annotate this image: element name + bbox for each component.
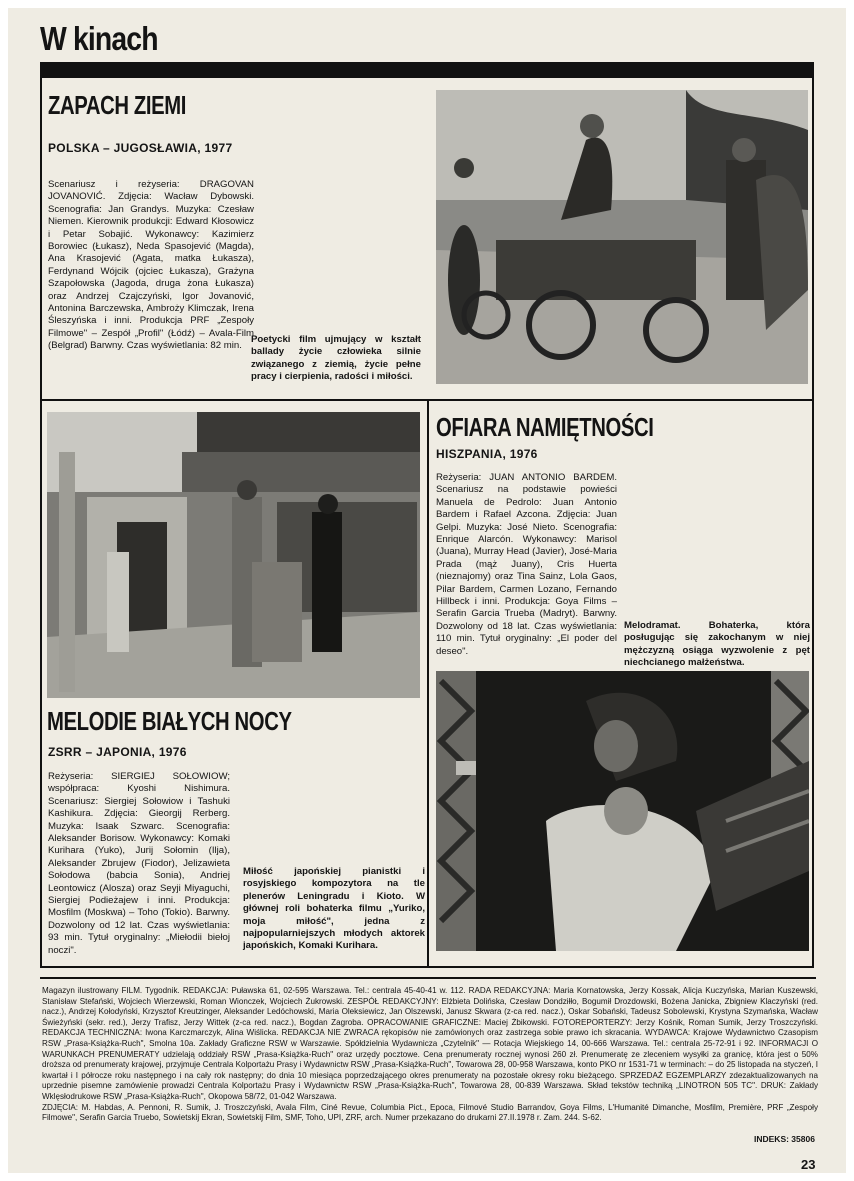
- film-blurb-ofiara: Melodramat. Bohaterka, która posługując się zakochanym w niej mężczyzną osiąga wyzwolenie z pęt niechcianego małżeństwa.: [624, 620, 810, 669]
- film-title-ofiara: OFIARA NAMIĘTNOŚCI: [436, 412, 654, 442]
- film-blurb-zapach-ziemi: Poetycki film ujmujący w kształt ballady życie człowieka silnie związanego z ziemią, życie pełne pracy i cierpienia, radości i miłości.: [251, 334, 421, 383]
- page-number: 23: [801, 1157, 816, 1172]
- masthead-text: [42, 986, 818, 1124]
- column-divider: [427, 399, 429, 968]
- film-credits-ofiara: Reżyseria: JUAN ANTONIO BARDEM. Scenariusz na podstawie powieści Manuela de Pedrolo: Juan Antonio Bardem i Rafael Azcona. Zdjęcia: Juan Gelpi. Muzyka: José Nieto. Scenografia: Enrique Alarcón. Wykonawcy: Marisol (Juana), Murray Head (Javier), José-Maria Prada (mąż Juany), Cris Huerta (nieznajomy) oraz Tina Sainz, Lola Gaos, Pilar Bardem, Carmen Lozano, Fernando Hillbeck i inni. Produkcja: Goya Films – Serafin Garcia Trueba (Madryt). Barwny. Dozwolony od 18 lat. Czas wyświetlania: 110 min. Tytuł oryginalny: „El poder del deseo".: [436, 472, 617, 657]
- photo-embrace-scene: [436, 671, 809, 951]
- indeks-number: INDEKS: 35806: [754, 1134, 815, 1144]
- film-country-ofiara: HISZPANIA, 1976: [436, 447, 538, 461]
- photo-credits: ZDJĘCIA: M. Habdas, A. Pennoni, R. Sumik, J. Troszczyński, Avala Film, Ciné Revue, Columbia Pict., Epoca, Filmové Studio Barrandov, Goya Films, L'Humanité Dimanche, Mosfilm, Première, PRF „Zespoły Filmowe", Serafin Garcia Truebo, Sowietskij Ekran, Sowietskij Film, SMF, Toho, UPI, ZRF, arch. Numer przekazano do drukarni 27.II.1978 r. Zam. 244. S-62.: [42, 1102, 818, 1123]
- film-credits-zapach-ziemi: Scenariusz i reżyseria: DRAGOVAN JOVANOVIĆ. Zdjęcia: Wacław Dybowski. Scenografia: Jan Grandys. Muzyka: Czesław Niemen. Kierownik produkcji: Edward Kłosowicz i Petar Sobajić. Wykonawcy: Kazimierz Borowiec (Łukasz), Neda Spasojević (Magda), Ana Krasojević (Agata, matka Łukasza), Ferdynand Wójcik (ojciec Łukasza), Grażyna Szapołowska (Jagoda, druga żona Łukasza) oraz Andrzej Czajczyński, Igor Jovanović, Antonina Barczewska, Ambroży Klimczak, Irena Śleszyńska i inni. Produkcja PRF „Zespoły Filmowe" – Zespół „Profil" (Łódź) – Avala-Film (Belgrad) Barwny. Czas wyświetlania: 82 min.: [48, 179, 254, 352]
- footer-rule: [40, 977, 816, 979]
- top-bar: [40, 62, 814, 78]
- film-title-melodie: MELODIE BIAŁYCH NOCY: [47, 706, 292, 736]
- film-country-melodie: ZSRR – JAPONIA, 1976: [48, 745, 187, 759]
- photo-street-scene: [47, 412, 420, 698]
- section-title: W kinach: [40, 20, 158, 57]
- film-title-zapach-ziemi: ZAPACH ZIEMI: [48, 90, 187, 120]
- photo-horse-cart: [436, 90, 808, 384]
- film-blurb-melodie: Miłość japońskiej pianistki i rosyjskiego kompozytora na tle plenerów Leningradu i Kioto. W głównej roli bohaterka filmu „Yuriko, moja miłość", jedna z najpopularniejszych młodych aktorek japońskich, Komaki Kurihara.: [243, 866, 425, 952]
- film-country-zapach-ziemi: POLSKA – JUGOSŁAWIA, 1977: [48, 141, 233, 155]
- film-credits-melodie: Reżyseria: SIERGIEJ SOŁOWIOW; współpraca: Kyoshi Nishimura. Scenariusz: Siergiej Sołowiow i Tashuki Kashikura. Zdjęcia: Gieorgij Rerberg. Muzyka: Isaak Szwarc. Scenografia: Aleksander Borisow. Wykonawcy: Komaki Kurihara (Yuko), Jurij Sołomin (Ilja), Aleksander Zbrujew (Fiodor), Jelizawieta Sołodowa (babcia Sonia), Andriej Leontowicz (Alosza) oraz Seyji Miyaguchi, Siergiej Podieżajew i inni. Produkcja: Mosfilm (Moskwa) – Toho (Tokio). Barwny. Dozwolony od 12 lat. Czas wyświetlania: 93 min. Tytuł oryginalny: „Miełodii biełoj noczi".: [48, 771, 230, 956]
- masthead-paragraph: Magazyn ilustrowany FILM. Tygodnik. REDAKCJA: Puławska 61, 02-595 Warszawa. Tel.: centrala 45-40-41 w. 112. RADA REDAKCYJNA: Maria Kornatowska, Jerzy Kossak, Alicja Kuczyńska, Marian Kuszewski, Stanisław Stefański, Wojciech Wierzewski, Roman Wionczek, Wojciech Żukrowski. ZESPÓŁ REDAKCYJNY: Elżbieta Dolińska, Czesław Dondziłło, Bogumił Drozdowski, Bożena Janicka, Zbigniew Klaczyński (red. nacz.), Andrzej Kołodyński, Krzysztof Kreutzinger, Aleksander Ledóchowski, Maria Oleksiewicz, Jan Olszewski, Janusz Skwara (z-ca red. nacz.), Oskar Sobański, Tadeusz Sobolewski, Krystyna Szymańska, Wacław Świeżyński (sekr. red.), Jerzy Trafisz, Jerzy Wittek (z-ca red. nacz.), Bogdan Zagroba. OPRACOWANIE GRAFICZNE: Maciej Żbikowski. FOTOREPORTERZY: Jerzy Kośnik, Roman Sumik, Jerzy Troszczyński. REDAKCJA TECHNICZNA: Iwona Karczmarczyk, Alina Wiślicka. REDAKCJA NIE ZWRACA rękopisów nie zamówionych oraz zastrzega sobie prawo ich skracania. WYDAWCA: Krajowe Wydawnictwo Czasopism RSW „Prasa-Książka-Ruch", Smolna 10a. Zakłady Graficzne RSW w Warszawie. Spółdzielnia Wydawnicza „Czytelnik" — Rotacja Wiejskiego 14, 00-666 Warszawa. Tel.: centrala 25-72-91 i 92. INFORMACJI O WARUNKACH PRENUMERATY udzielają oddziały RSW „Prasa-Książka-Ruch" oraz urzędy pocztowe. Cena prenumeraty rocznej wynosi 260 zł. Prenumeratę ze zleceniem wysyłki za granicę, która jest o 50% droższa od prenumeraty krajowej, przyjmuje Centrala Kolportażu Prasy i Wydawnictw RSW „Prasa-Książka-Ruch", Towarowa 28, 00-958 Warszawa, konto PKO nr 1531-71 w terminach: – do 25 listopada na styczeń, I kwartał i I półrocze roku następnego i na cały rok następny; do dnia 10 miesiąca poprzedzającego okres prenumeraty na pozostałe okresy roku bieżącego. SPRZEDAŻ EGZEMPLARZY zdezaktualizowanych na uprzednie pisemne zamówienie prowadzi Centrala Kolportażu Prasy i Wydawnictw RSW „Prasa-Książka-Ruch", Towarowa 28, 00-839 Warszawa. Skład tekstów techniką „LINOTRON 505 TC". DRUK: Zakłady Wklęsłodrukowe RSW „Prasa-Książka-Ruch", Okopowa 58/72, 01-042 Warszawa.: [42, 986, 818, 1101]
